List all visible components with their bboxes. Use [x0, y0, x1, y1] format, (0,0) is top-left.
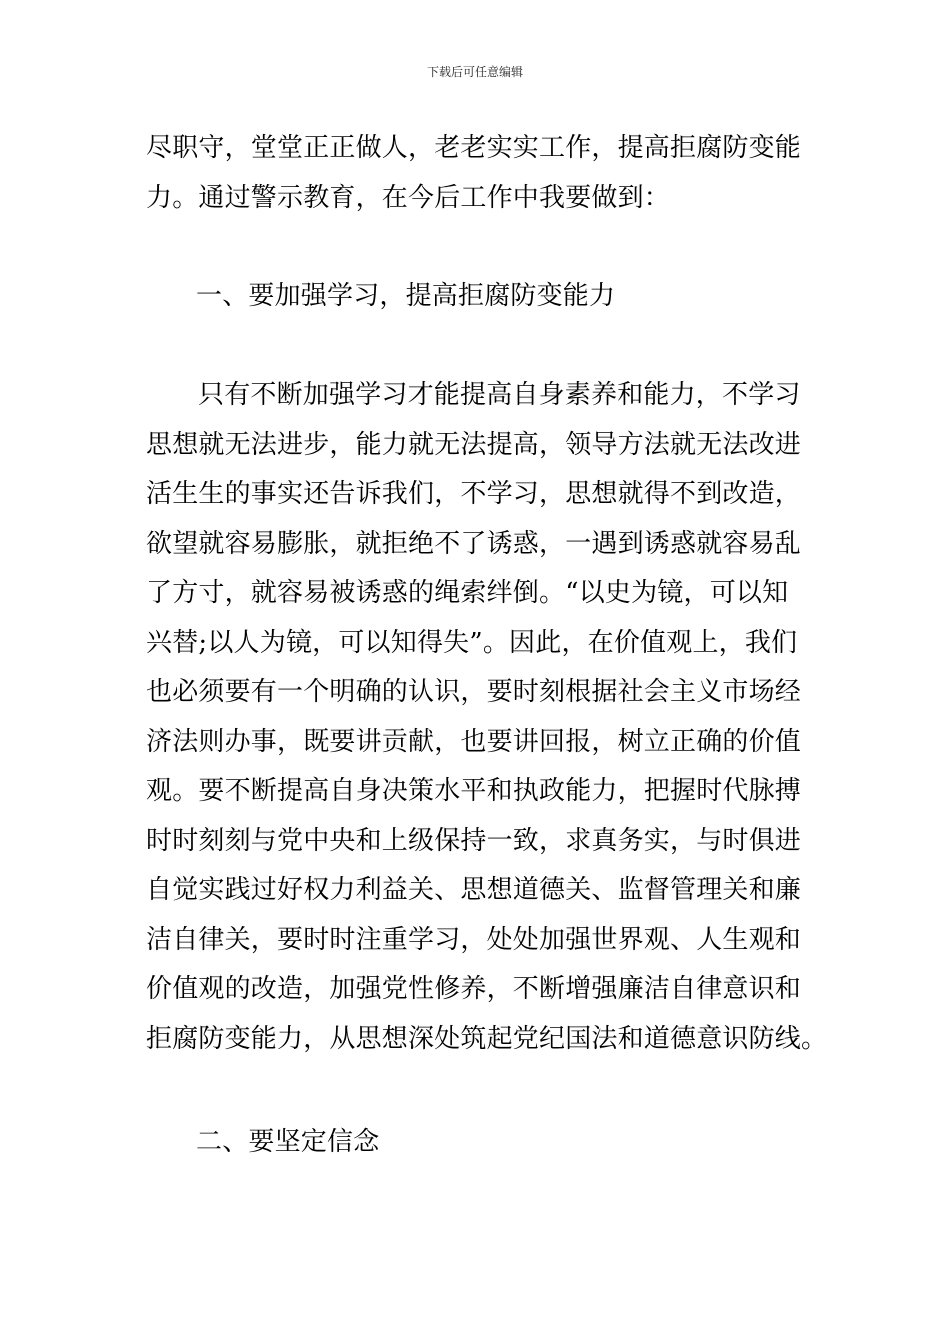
- paragraph-line-3: 活生生的事实还告诉我们，不学习，思想就得不到改造，: [146, 479, 802, 509]
- paragraph-line-12: 洁自律关，要时时注重学习，处处加强世界观、人生观和: [146, 924, 802, 955]
- paragraph-line-11: 自觉实践过好权力利益关、思想道德关、监督管理关和廉: [146, 875, 802, 905]
- paragraph-line-8: 济法则办事，既要讲贡献，也要讲回报，树立正确的价值: [146, 726, 802, 757]
- page-header: 下载后可任意编辑: [426, 65, 523, 79]
- section2-heading: 二、要坚定信念: [196, 1127, 380, 1157]
- paragraph-line-2: 思想就无法进步，能力就无法提高，领导方法就无法改进: [146, 429, 802, 460]
- paragraph-line-4: 欲望就容易膨胀，就拒绝不了诱惑，一遇到诱惑就容易乱: [146, 528, 802, 559]
- paragraph-line-6: 兴替;以人为镜，可以知得失”。因此，在价值观上，我们: [146, 627, 798, 658]
- section2-heading-block: [146, 1118, 811, 1168]
- intro-line-2: 力。通过警示教育，在今后工作中我要做到：: [146, 182, 671, 213]
- section1-paragraph: [146, 371, 828, 1064]
- paragraph-line-14: 拒腐防变能力，从思想深处筑起党纪国法和道德意识防线。: [146, 1023, 828, 1054]
- intro-line-1: 尽职守，堂堂正正做人，老老实实工作，提高拒腐防变能: [146, 133, 802, 163]
- paragraph-line-1: 只有不断加强学习才能提高自身素养和能力，不学习: [198, 380, 801, 410]
- section1-heading-block: [146, 272, 811, 322]
- intro-paragraph: [146, 124, 811, 223]
- paragraph-line-10: 时时刻刻与党中央和上级保持一致，求真务实，与时俱进: [146, 825, 802, 856]
- paragraph-line-9: 观。要不断提高自身决策水平和执政能力，把握时代脉搏: [146, 776, 802, 806]
- paragraph-line-13: 价值观的改造，加强党性修养，不断增强廉洁自律意识和: [146, 974, 802, 1004]
- paragraph-line-5: 了方寸，就容易被诱惑的绳索绊倒。“以史为镜，可以知: [146, 578, 789, 608]
- section1-heading: 一、要加强学习，提高拒腐防变能力: [196, 281, 616, 311]
- paragraph-line-7: 也必须要有一个明确的认识，要时刻根据社会主义市场经: [146, 677, 802, 707]
